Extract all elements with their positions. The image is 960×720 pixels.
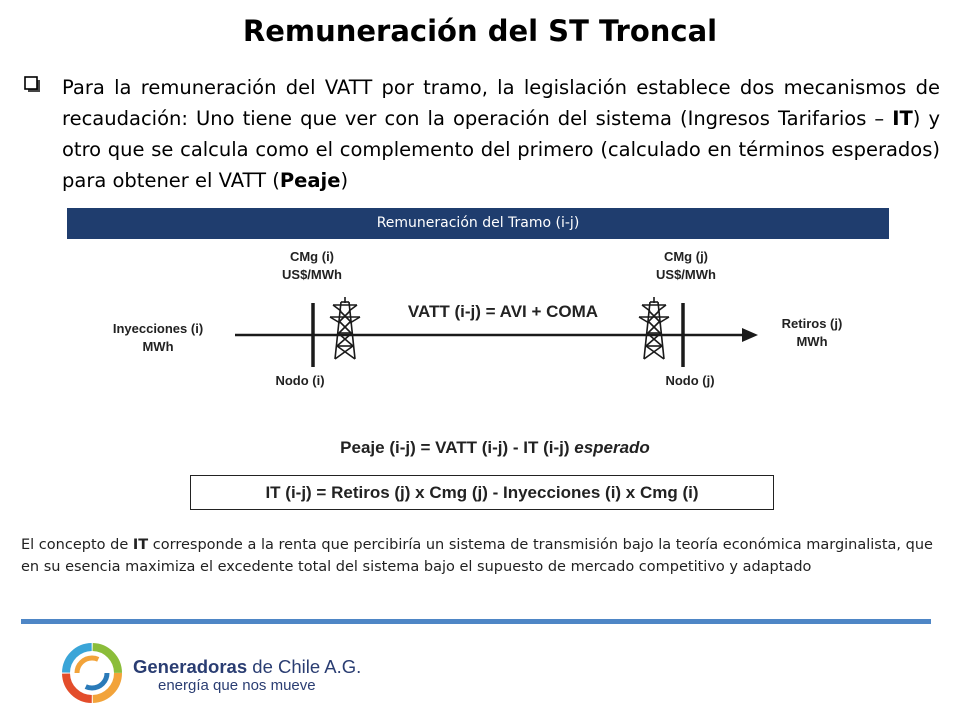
concept-bold-it: IT — [132, 537, 149, 553]
logo-tagline: energía que nos mueve — [158, 677, 316, 694]
cmg-j-line2: US$/MWh — [656, 267, 716, 282]
cmg-i-line2: US$/MWh — [282, 267, 342, 282]
it-formula-box: IT (i-j) = Retiros (j) x Cmg (j) - Inyecciones (i) x Cmg (i) — [190, 475, 774, 510]
bullet-bold-it: IT — [892, 107, 913, 130]
vatt-formula: VATT (i-j) = AVI + COMA — [407, 302, 599, 321]
tower-j-icon — [639, 297, 669, 359]
bullet-bold-peaje: Peaje — [279, 169, 341, 192]
section-band: Remuneración del Tramo (i-j) — [67, 208, 889, 239]
it-concept-paragraph — [21, 535, 933, 578]
peaje-formula-main: Peaje (i-j) = VATT (i-j) - IT (i-j) — [340, 438, 575, 457]
injections-line2: MWh — [142, 339, 174, 354]
tower-i-icon — [330, 297, 360, 359]
withdrawals-line2: MWh — [796, 334, 828, 349]
bullet-text-part: ) — [340, 169, 349, 192]
footer-divider — [21, 619, 931, 624]
node-i-label: Nodo (i) — [275, 373, 325, 388]
concept-text-part: El concepto de — [21, 537, 133, 553]
node-j-label: Nodo (j) — [665, 373, 715, 388]
logo-name-rest: de Chile A.G. — [247, 656, 362, 677]
cmg-j-line1: CMg (j) — [663, 249, 709, 264]
generadoras-logo-icon — [58, 640, 126, 706]
concept-text-part: corresponde a la renta que percibiría un sistema de transmisión bajo la teoría económica marginalista, que en su esencia maximiza el excedente total del sistema bajo el supuesto de mercado competitivo y adaptado — [21, 537, 933, 575]
peaje-formula-esperado: esperado — [574, 438, 650, 457]
bullet-text-part: Para la remuneración del VATT por tramo, la legislación establece dos mecanismos de recaudación: Uno tiene que ver con la operación del sistema (Ingresos Tarifarios – — [62, 76, 940, 130]
slide-title: Remuneración del ST Troncal — [242, 14, 718, 48]
bullet-text-part: ) y otro que se calcula como el complemento del primero (calculado en términos esperados) para obtener el VATT ( — [62, 107, 940, 192]
peaje-formula — [0, 438, 960, 458]
withdrawals-line1: Retiros (j) — [781, 316, 843, 331]
cmg-i-line1: CMg (i) — [289, 249, 335, 264]
logo-name — [133, 656, 361, 678]
injections-line1: Inyecciones (i) — [112, 321, 204, 336]
logo-name-bold: Generadoras — [133, 656, 248, 677]
